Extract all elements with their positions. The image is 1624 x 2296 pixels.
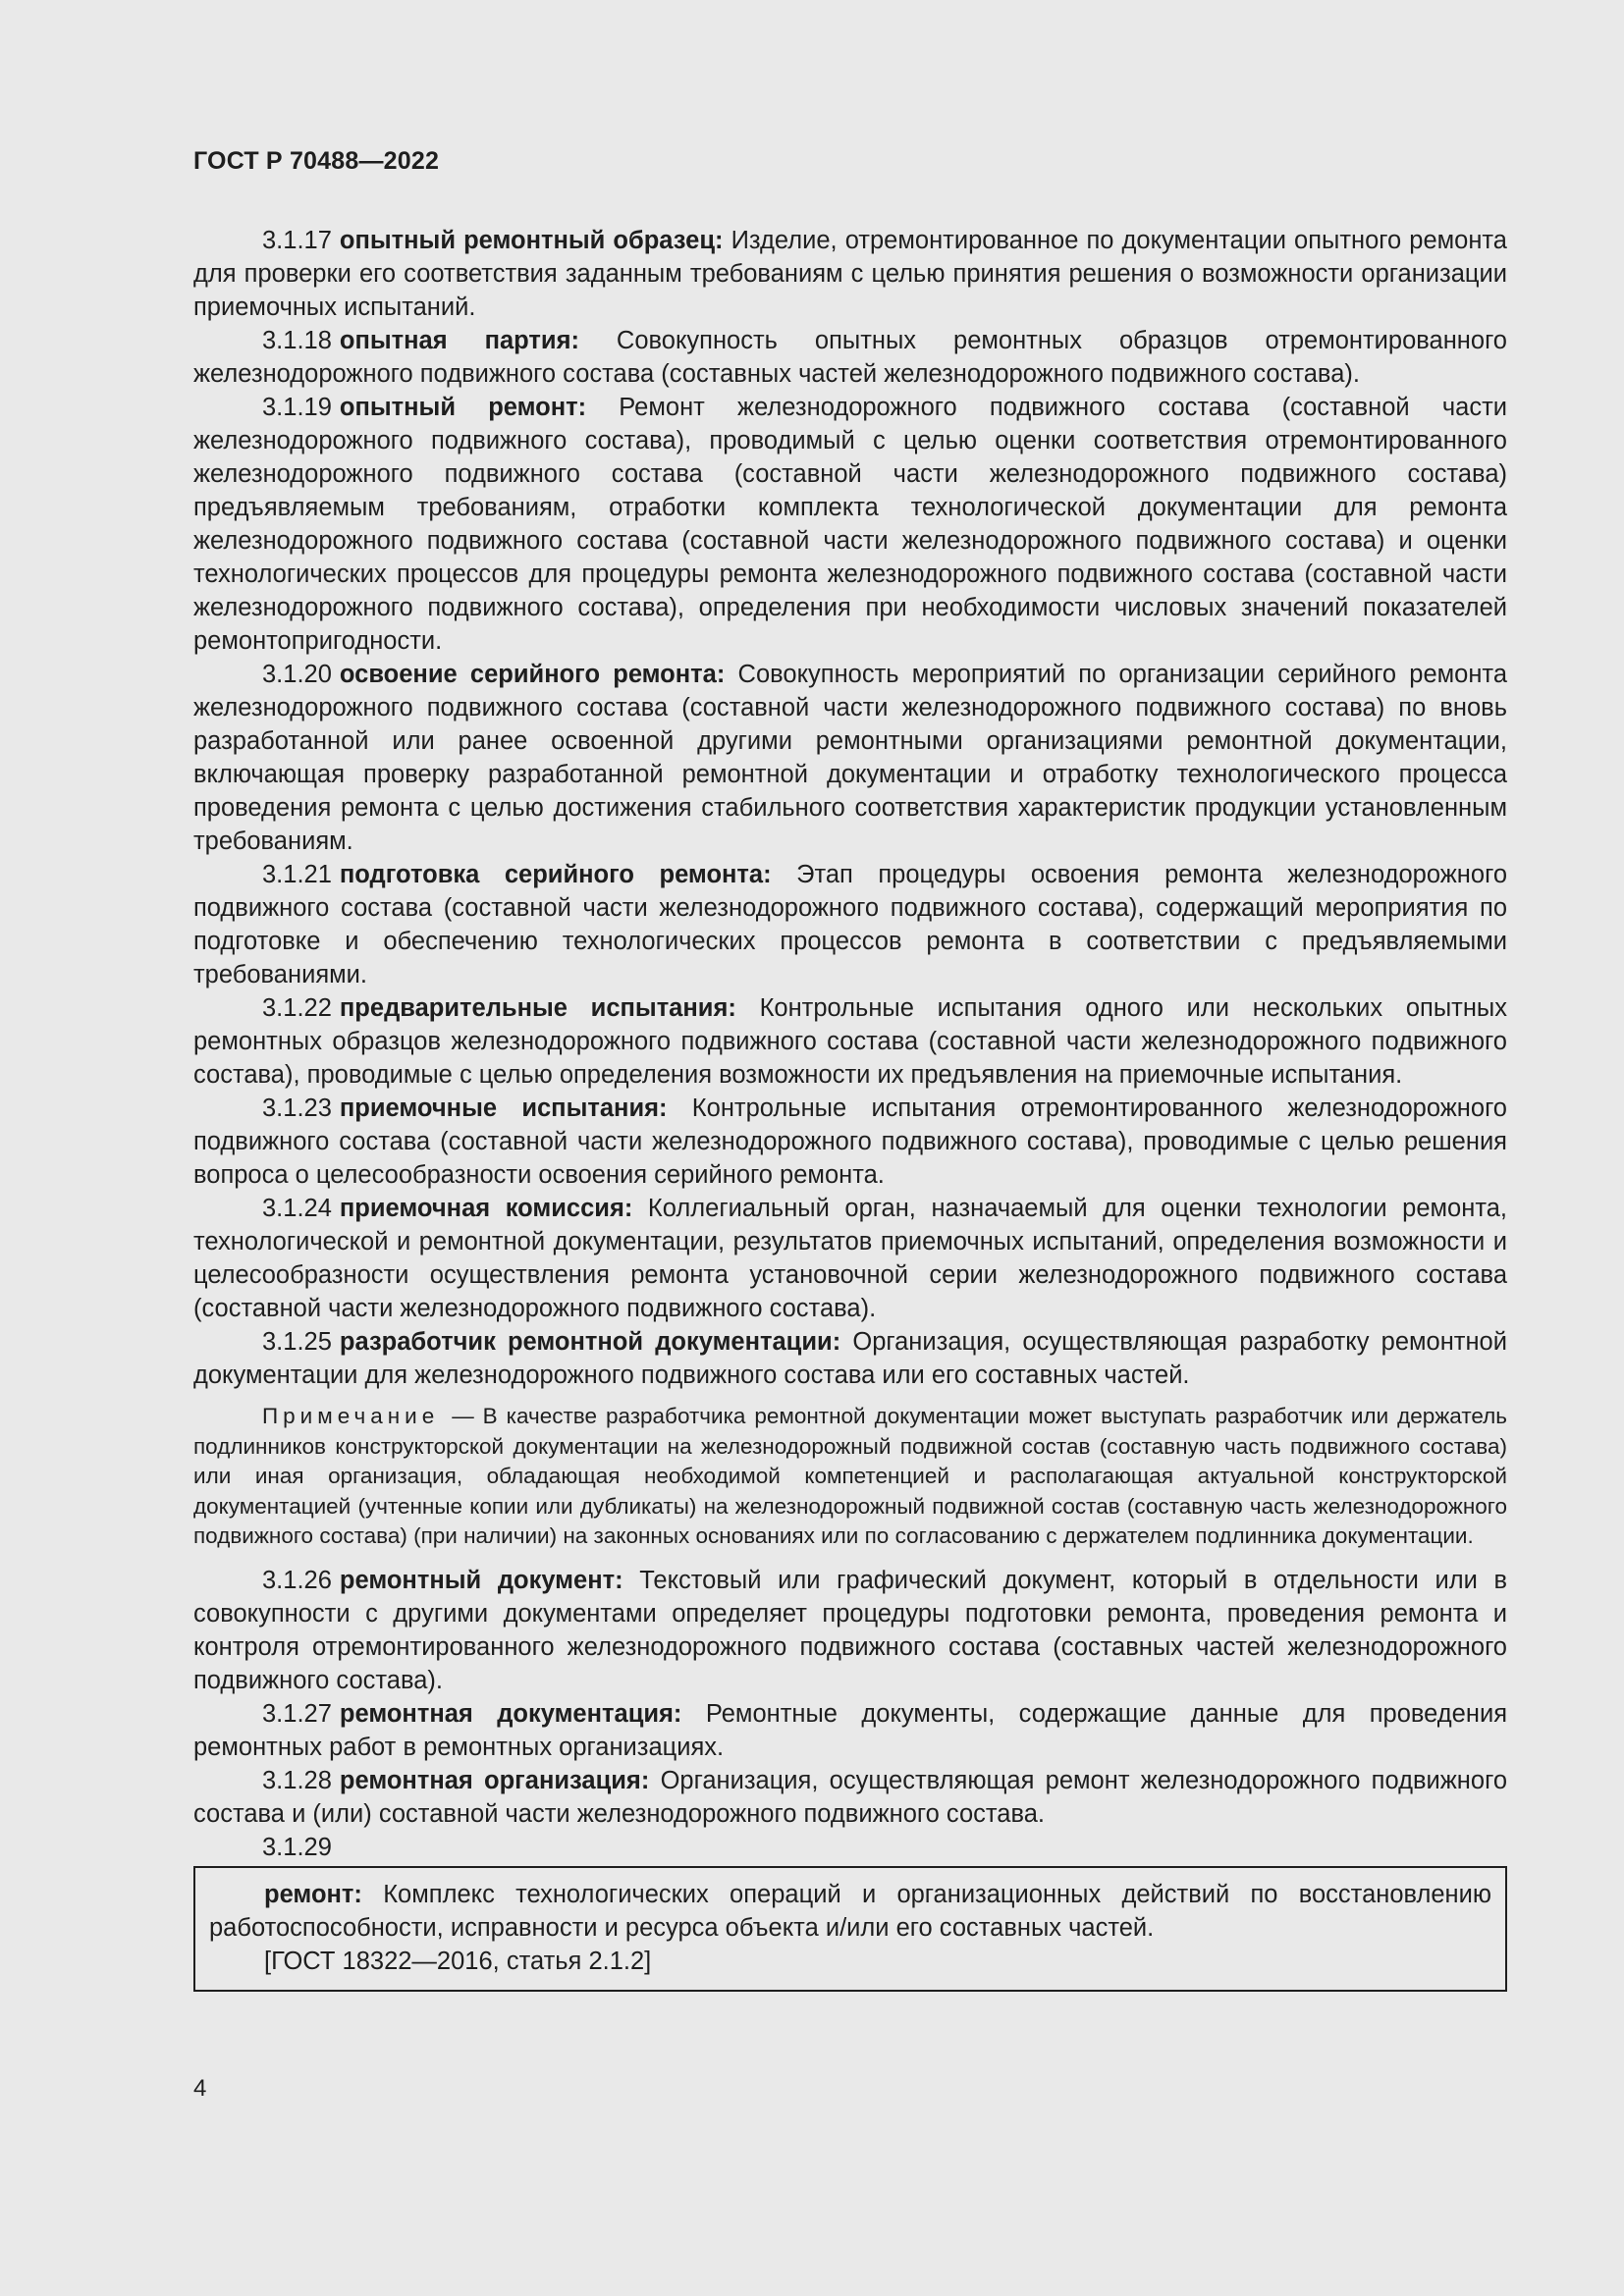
term-entry	[193, 1325, 1507, 1392]
term-title: опытный ремонт:	[339, 394, 587, 421]
term-entry	[193, 858, 1507, 991]
term-number: 3.1.26	[262, 1566, 332, 1594]
term-definition: Ремонт железнодорожного подвижного состава (составной части железнодорожного подвижного состава), проводимый с целью оценки соответствия отремонтированного железнодорожного подвижного состава (составной части железнодорожного подвижного состава) предъявляемым требованиям, отработки комплекта технологической документации для ремонта железнодорожного подвижного состава (составной части железнодорожного подвижного состава) и оценки технологических процессов для процедуры ремонта железнодорожного подвижного состава (составной части железнодорожного подвижного состава), определения при необходимости числовых значений показателей ремонтопригодности.	[193, 394, 1508, 655]
term-number: 3.1.18	[262, 327, 332, 354]
term-definition: Контрольные испытания отремонтированного железнодорожного подвижного состава (составной части железнодорожного подвижного состава), проводимые с целью решения вопроса о целесообразности освоения серийного ремонта.	[193, 1095, 1507, 1189]
term-definition: Ремонтные документы, содержащие данные для проведения ремонтных работ в ремонтных организациях.	[193, 1699, 1507, 1761]
term-number: 3.1.20	[262, 661, 332, 688]
term-entry	[193, 1697, 1507, 1764]
note-paragraph	[193, 1402, 1507, 1552]
term-title: ремонтная организация:	[339, 1766, 650, 1794]
boxed-term	[193, 1866, 1507, 1992]
reference-citation: [ГОСТ 18322—2016, статья 2.1.2]	[264, 1947, 652, 1975]
page-content	[193, 224, 1507, 1992]
term-entry	[193, 224, 1507, 324]
term-entry	[193, 1764, 1507, 1831]
term-number: 3.1.21	[262, 861, 332, 888]
term-title: освоение серийного ремонта:	[339, 661, 726, 688]
term-definition: Совокупность мероприятий по организации серийного ремонта железнодорожного подвижного состава (составной части железнодорожного подвижного состава) по вновь разработанной или ранее освоенной другими ремонтными организациями ремонтной документации, включающая проверку разработанной ремонтной документации и отработку технологического процесса проведения ремонта с целью достижения стабильного соответствия характеристик продукции установленным требованиям.	[193, 661, 1507, 855]
term-entry	[193, 1564, 1507, 1697]
term-title: ремонт:	[264, 1880, 362, 1908]
term-entry	[193, 324, 1507, 391]
term-title: ремонтный документ:	[339, 1566, 623, 1594]
term-title: приемочная комиссия:	[339, 1195, 633, 1222]
term-title: предварительные испытания:	[339, 994, 736, 1022]
term-number: 3.1.27	[262, 1699, 332, 1728]
term-number: 3.1.25	[262, 1328, 332, 1356]
term-definition: Комплекс технологических операций и организационных действий по восстановлению работоспособности, исправности и ресурса объекта и/или его составных частей.	[209, 1880, 1491, 1942]
term-definition: Коллегиальный орган, назначаемый для оценки технологии ремонта, технологической и ремонтной документации, результатов приемочных испытаний, определения возможности и целесообразности осуществления ремонта установочной серии железнодорожного подвижного состава (составной части железнодорожного подвижного состава).	[193, 1195, 1507, 1322]
term-number: 3.1.23	[262, 1095, 332, 1122]
term-title: приемочные испытания:	[339, 1095, 668, 1122]
term-number: 3.1.19	[262, 394, 332, 421]
boxed-term-number: 3.1.29	[262, 1833, 332, 1861]
note-text: — В качестве разработчика ремонтной документации может выступать разработчик или держатель подлинников конструкторской документации на железнодорожный подвижной состав (составную часть подвижного состава) или иная организация, обладающая необходимой компетенцией и располагающая актуальной конструкторской документацией (учтенные копии или дубликаты) на железнодорожный подвижной состав (составную часть железнодорожного подвижного состава) (при наличии) на законных основаниях или по согласованию с держателем подлинника документации.	[193, 1404, 1507, 1548]
term-title: опытная партия:	[339, 327, 579, 354]
term-entry	[193, 391, 1507, 658]
term-entry	[193, 658, 1507, 858]
term-number: 3.1.28	[262, 1766, 332, 1794]
term-definition: Организация, осуществляющая разработку ремонтной документации для железнодорожного подвижного состава или его составных частей.	[193, 1328, 1507, 1389]
term-definition: Изделие, отремонтированное по документации опытного ремонта для проверки его соответствия заданным требованиям с целью принятия решения о возможности организации приемочных испытаний.	[193, 227, 1507, 321]
term-definition: Совокупность опытных ремонтных образцов отремонтированного железнодорожного подвижного состава (составных частей железнодорожного подвижного состава).	[193, 327, 1507, 388]
term-title: ремонтная документация:	[339, 1699, 682, 1728]
note-label: Примечание	[262, 1404, 440, 1428]
term-number: 3.1.17	[262, 227, 332, 254]
term-definition: Текстовый или графический документ, который в отдельности или в совокупности с другими документами определяет процедуры подготовки ремонта, проведения ремонта и контроля отремонтированного железнодорожного подвижного состава (составных частей железнодорожного подвижного состава).	[193, 1566, 1507, 1694]
term-entry	[193, 1192, 1507, 1325]
term-number: 3.1.24	[262, 1195, 332, 1222]
page-number: 4	[193, 2075, 207, 2102]
term-title: подготовка серийного ремонта:	[339, 861, 772, 888]
boxed-term-body	[209, 1878, 1491, 1945]
term-definition: Организация, осуществляющая ремонт железнодорожного подвижного состава и (или) составной части железнодорожного подвижного состава.	[193, 1766, 1507, 1828]
term-definition: Этап процедуры освоения ремонта железнодорожного подвижного состава (составной части железнодорожного подвижного состава), содержащий мероприятия по подготовке и обеспечению технологических процессов ремонта в соответствии с предъявляемыми требованиями.	[193, 861, 1507, 988]
document-header: ГОСТ Р 70488—2022	[193, 147, 440, 175]
term-number: 3.1.22	[262, 994, 332, 1022]
term-entry	[193, 991, 1507, 1092]
term-entry	[193, 1092, 1507, 1192]
term-title: разработчик ремонтной документации:	[339, 1328, 841, 1356]
term-definition: Контрольные испытания одного или нескольких опытных ремонтных образцов железнодорожного подвижного состава (составной части железнодорожного подвижного состава), проводимые с целью определения возможности их предъявления на приемочные испытания.	[193, 994, 1507, 1089]
term-title: опытный ремонтный образец:	[339, 227, 724, 254]
